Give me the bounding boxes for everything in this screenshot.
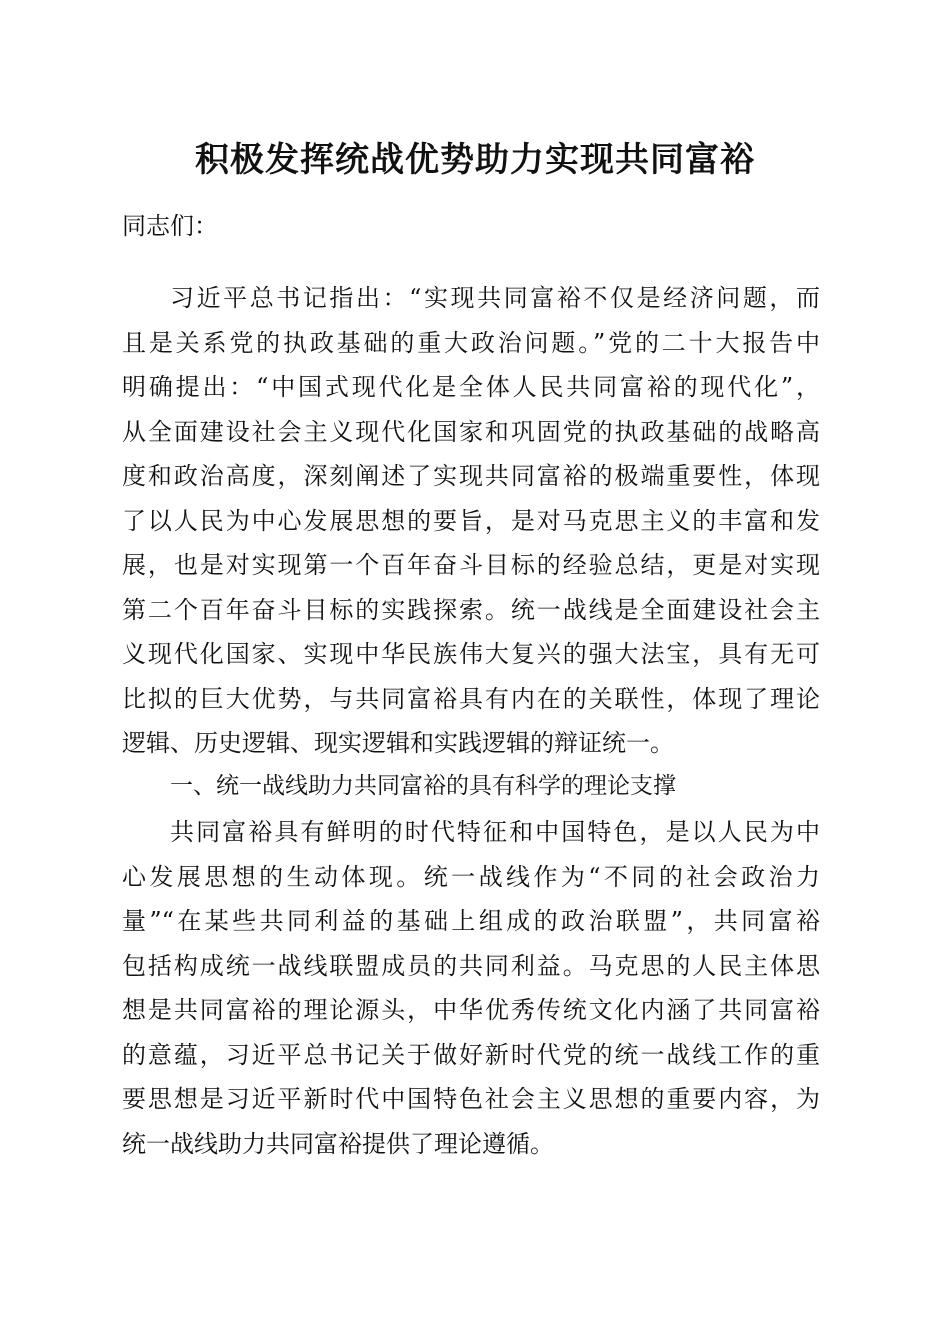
paragraph-line: 展，也是对实现第一个百年奋斗目标的经验总结，更是对实现: [122, 551, 820, 579]
paragraph-line: 要思想是习近平新时代中国特色社会主义思想的重要内容，为: [122, 1085, 820, 1113]
paragraph-line: 共同富裕具有鲜明的时代特征和中国特色，是以人民为中: [170, 818, 820, 846]
section-heading: 一、统一战线助力共同富裕的具有科学的理论支撑: [170, 773, 676, 799]
paragraph-line: 的意蕴，习近平总书记关于做好新时代党的统一战线工作的重: [122, 1040, 820, 1069]
paragraph-line: 习近平总书记指出：“实现共同富裕不仅是经济问题，而: [170, 284, 820, 312]
paragraph-line: 了以人民为中心发展思想的要旨，是对马克思主义的丰富和发: [122, 506, 820, 535]
paragraph-line: 包括构成统一战线联盟成员的共同利益。马克思的人民主体思: [122, 951, 820, 980]
paragraph-line: 量”“在某些共同利益的基础上组成的政治联盟”，共同富裕: [122, 907, 820, 935]
paragraph-line: 第二个百年奋斗目标的实践探索。统一战线是全面建设社会主: [122, 595, 820, 624]
document-title: 积极发挥统战优势助力实现共同富裕: [195, 140, 755, 180]
paragraph-line: 统一战线助力共同富裕提供了理论遵循。: [122, 1129, 554, 1158]
paragraph-line: 度和政治高度，深刻阐述了实现共同富裕的极端重要性，体现: [122, 462, 820, 490]
paragraph-line: 从全面建设社会主义现代化国家和巩固党的执政基础的战略高: [122, 417, 820, 446]
salutation: 同志们：: [122, 212, 218, 240]
paragraph-line: 比拟的巨大优势，与共同富裕具有内在的关联性，体现了理论: [122, 684, 820, 713]
paragraph-line: 心发展思想的生动体现。统一战线作为“不同的社会政治力: [122, 862, 820, 891]
paragraph-line: 想是共同富裕的理论源头，中华优秀传统文化内涵了共同富裕: [122, 996, 820, 1024]
paragraph-intro: [122, 276, 820, 766]
paragraph-section1: [122, 810, 820, 1166]
paragraph-line: 逻辑、历史逻辑、现实逻辑和实践逻辑的辩证统一。: [122, 729, 674, 757]
paragraph-line: 义现代化国家、实现中华民族伟大复兴的强大法宝，具有无可: [122, 640, 820, 668]
paragraph-line: 明确提出：“中国式现代化是全体人民共同富裕的现代化”，: [122, 373, 820, 401]
paragraph-line: 且是关系党的执政基础的重大政治问题。”党的二十大报告中: [122, 328, 820, 357]
